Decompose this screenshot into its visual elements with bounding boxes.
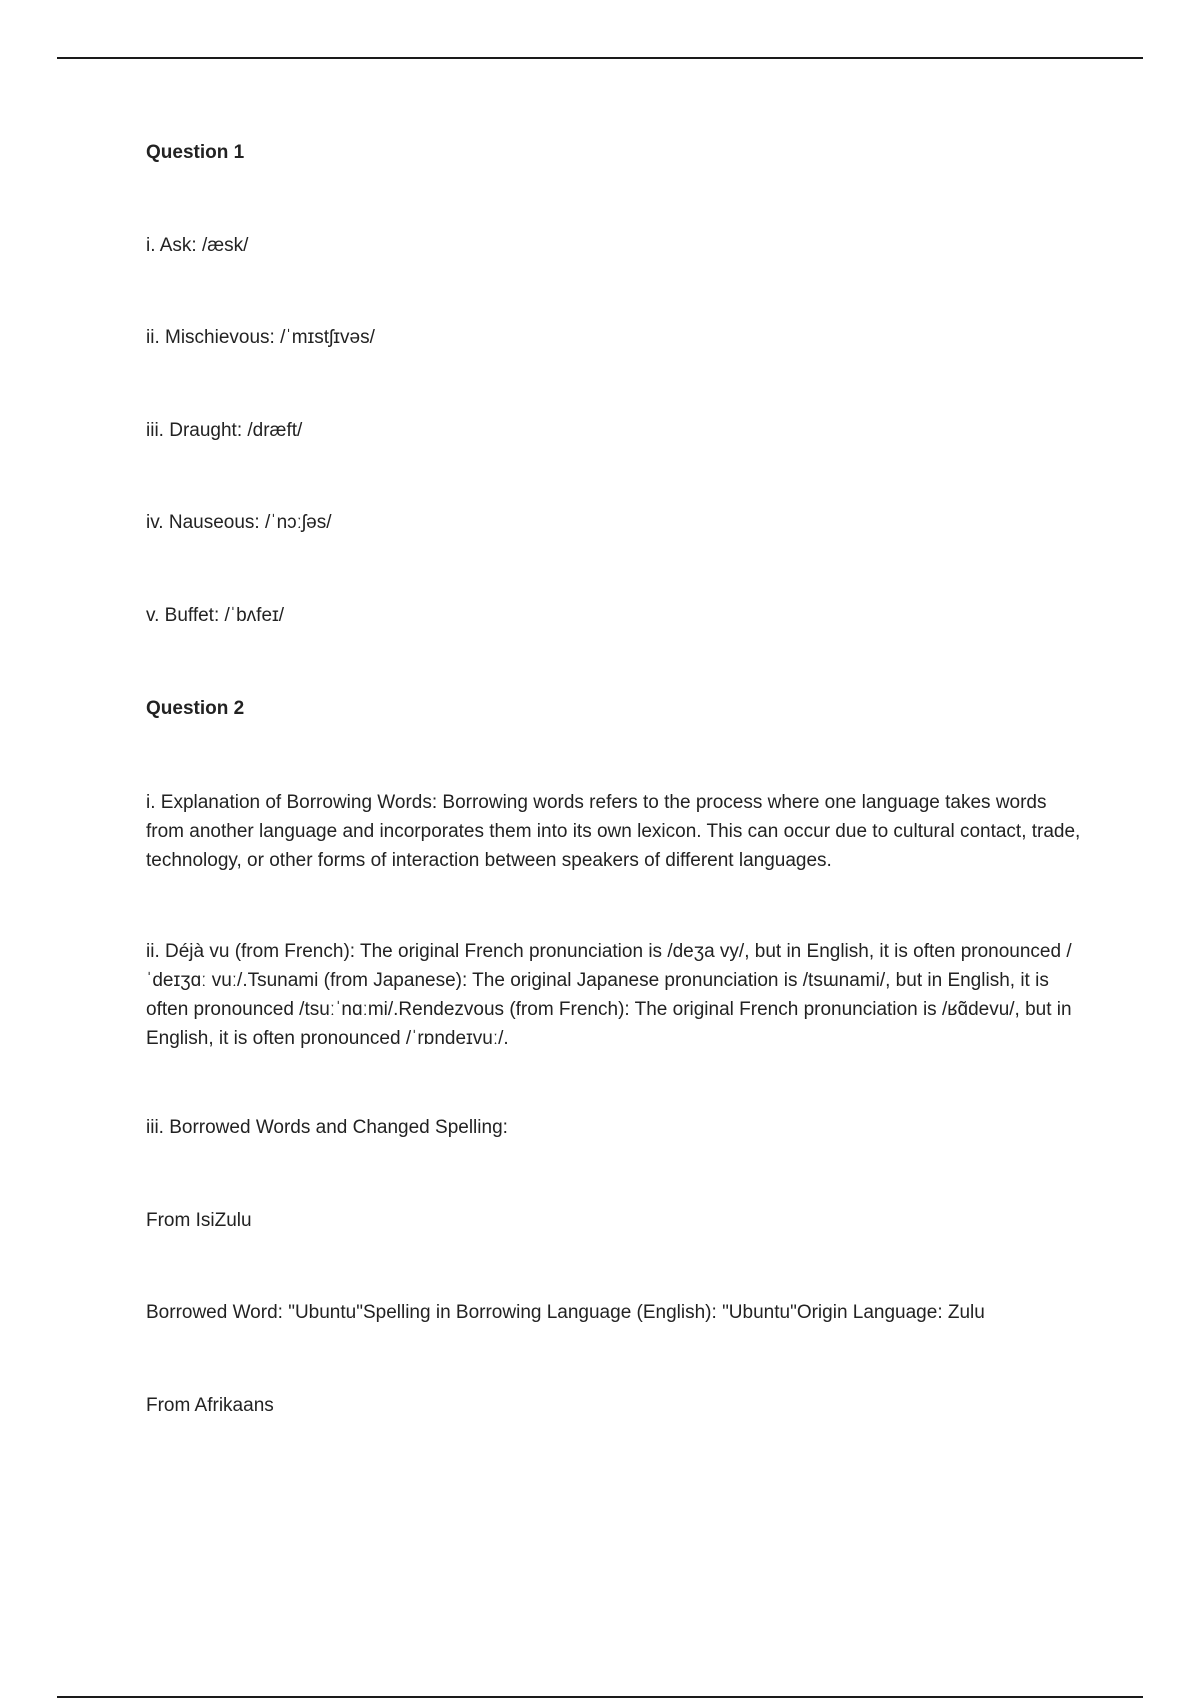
q1-item-draught: iii. Draught: /dræft/ (146, 419, 303, 441)
q2-examples-paragraph: ii. Déjà vu (from French): The original French pronunciation is /deʒa vy/, but in English, it is often pronounced /ˈdeɪʒɑː vuː/.Tsunami (from Japanese): The original Japanese pronunciation is /tsɯnami/, but in English, it is often pronounced /tsuːˈnɑːmi/.Rendezvous (from French): The original French pronunciation is /ʁɑ̃devu/, but in English, it is often pronounced /ˈrɒndeɪvuː/. (146, 941, 1072, 1050)
document-body (146, 140, 1086, 1486)
top-rule (57, 57, 1143, 59)
question-2-heading: Question 2 (146, 697, 245, 719)
q1-item-buffet: v. Buffet: /ˈbʌfeɪ/ (146, 604, 285, 626)
bottom-rule (57, 1696, 1143, 1698)
q1-item-ask: i. Ask: /æsk/ (146, 234, 249, 256)
q2-from-afrikaans: From Afrikaans (146, 1394, 274, 1416)
q2-from-isizulu: From IsiZulu (146, 1209, 252, 1231)
q1-item-mischievous: ii. Mischievous: /ˈmɪstʃɪvəs/ (146, 327, 375, 349)
q2-ubuntu-entry: Borrowed Word: "Ubuntu"Spelling in Borrowing Language (English): "Ubuntu"Origin Language: Zulu (146, 1302, 985, 1324)
q1-item-nauseous: iv. Nauseous: /ˈnɔːʃəs/ (146, 512, 332, 534)
question-1-heading: Question 1 (146, 142, 245, 163)
q2-explanation-paragraph: i. Explanation of Borrowing Words: Borrowing words refers to the process where one language takes words from another language and incorporates them into its own lexicon. This can occur due to cultural contact, trade, technology, or other forms of interaction between speakers of different languages. (146, 792, 1081, 872)
q2-borrowed-words-heading: iii. Borrowed Words and Changed Spelling: (146, 1117, 508, 1139)
